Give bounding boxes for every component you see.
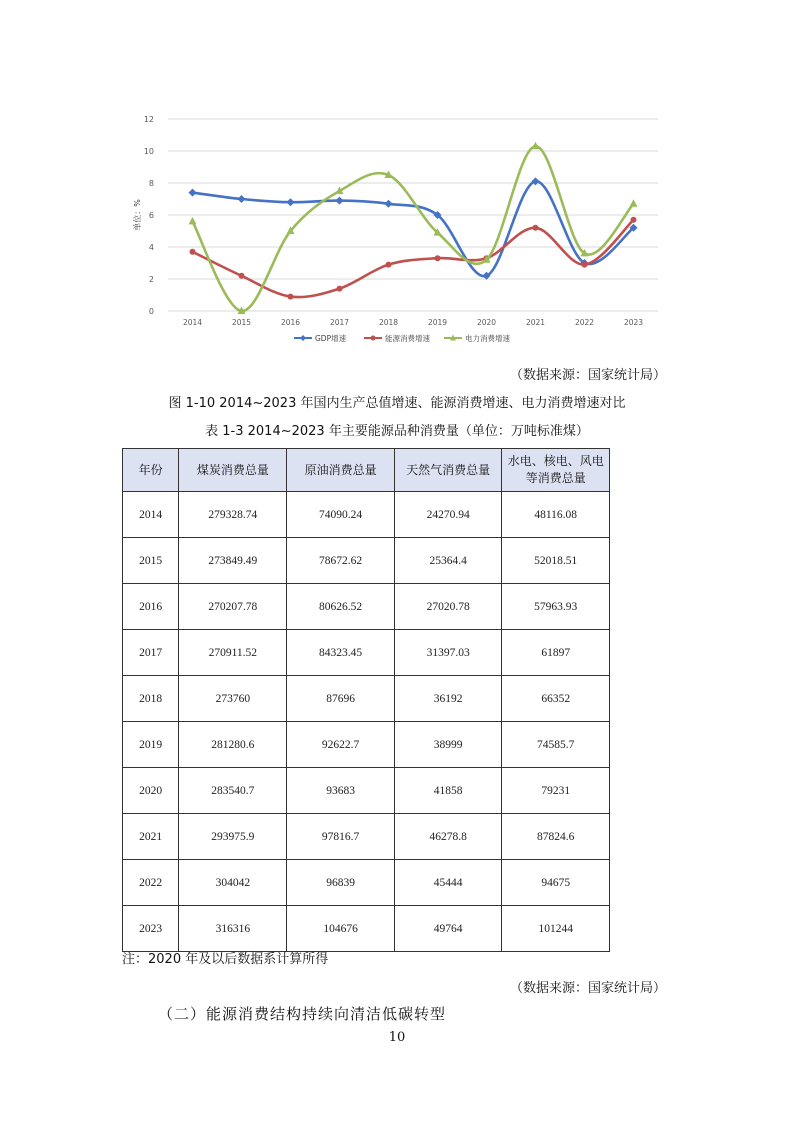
y-axis-label: 单位：%	[133, 199, 142, 231]
table-caption: 表 1-3 2014~2023 年主要能源品种消费量（单位：万吨标准煤）	[205, 424, 589, 439]
cell-coal: 293975.9	[179, 814, 287, 860]
cell-gas: 45444	[394, 860, 502, 906]
data-point	[533, 225, 539, 231]
cell-clean: 94675	[502, 860, 610, 906]
cell-gas: 27020.78	[394, 584, 502, 630]
data-point	[190, 249, 196, 255]
data-point	[630, 199, 638, 207]
table-row	[123, 538, 610, 584]
cell-gas: 46278.8	[394, 814, 502, 860]
energy-consumption-table	[122, 448, 610, 952]
section-subheading: （二）能源消费结构持续向清洁低碳转型	[158, 1005, 447, 1023]
cell-year: 2023	[123, 906, 179, 952]
header-year: 年份	[123, 449, 179, 492]
cell-gas: 31397.03	[394, 630, 502, 676]
y-tick-label: 12	[143, 115, 154, 124]
table-note: 注：2020 年及以后数据系计算所得	[122, 952, 329, 967]
y-tick-label: 2	[148, 275, 154, 284]
cell-year: 2021	[123, 814, 179, 860]
y-tick-label: 10	[143, 147, 154, 156]
x-tick-label: 2016	[280, 318, 301, 327]
cell-year: 2019	[123, 722, 179, 768]
source-note-chart: （数据来源：国家统计局）	[509, 368, 666, 383]
data-point	[287, 198, 295, 206]
cell-coal: 270911.52	[179, 630, 287, 676]
legend-label: 电力消费增速	[465, 334, 510, 343]
data-point	[532, 177, 540, 185]
table-header-row	[123, 449, 610, 492]
cell-year: 2016	[123, 584, 179, 630]
cell-oil: 92622.7	[287, 722, 395, 768]
cell-coal: 279328.74	[179, 492, 287, 538]
cell-gas: 24270.94	[394, 492, 502, 538]
cell-oil: 97816.7	[287, 814, 395, 860]
x-tick-label: 2020	[476, 318, 497, 327]
x-tick-label: 2018	[378, 318, 399, 327]
data-point	[239, 273, 245, 279]
cell-coal: 304042	[179, 860, 287, 906]
cell-year: 2014	[123, 492, 179, 538]
line-chart	[118, 105, 666, 350]
cell-coal: 283540.7	[179, 768, 287, 814]
table-row	[123, 722, 610, 768]
table-row	[123, 630, 610, 676]
data-point	[435, 255, 441, 261]
data-point	[532, 142, 540, 150]
header-oil: 原油消费总量	[287, 449, 395, 492]
page-number: 10	[388, 1030, 406, 1045]
cell-clean: 48116.08	[502, 492, 610, 538]
cell-oil: 84323.45	[287, 630, 395, 676]
data-point	[631, 217, 637, 223]
cell-clean: 61897	[502, 630, 610, 676]
legend-marker	[371, 336, 376, 341]
cell-year: 2015	[123, 538, 179, 584]
table-row	[123, 814, 610, 860]
x-tick-label: 2019	[427, 318, 448, 327]
cell-coal: 273760	[179, 676, 287, 722]
y-tick-label: 4	[148, 243, 154, 252]
cell-coal: 316316	[179, 906, 287, 952]
x-tick-label: 2022	[574, 318, 595, 327]
table-body	[123, 492, 610, 952]
legend-label: GDP增速	[315, 334, 347, 343]
x-tick-label: 2023	[623, 318, 644, 327]
series-line-3	[193, 146, 634, 311]
y-tick-label: 6	[148, 211, 154, 220]
cell-clean: 101244	[502, 906, 610, 952]
cell-clean: 52018.51	[502, 538, 610, 584]
table-row	[123, 860, 610, 906]
legend-label: 能源消费增速	[385, 334, 430, 343]
cell-year: 2020	[123, 768, 179, 814]
cell-clean: 79231	[502, 768, 610, 814]
series-line-1	[193, 181, 634, 276]
y-tick-label: 0	[148, 307, 154, 316]
data-point	[238, 195, 246, 203]
cell-gas: 36192	[394, 676, 502, 722]
table-row	[123, 584, 610, 630]
cell-clean: 87824.6	[502, 814, 610, 860]
series-line-2	[193, 220, 634, 297]
table-row	[123, 768, 610, 814]
cell-year: 2018	[123, 676, 179, 722]
cell-gas: 25364.4	[394, 538, 502, 584]
cell-year: 2017	[123, 630, 179, 676]
data-point	[337, 286, 343, 292]
cell-clean: 66352	[502, 676, 610, 722]
header-coal: 煤炭消费总量	[179, 449, 287, 492]
header-gas: 天然气消费总量	[394, 449, 502, 492]
x-tick-label: 2017	[329, 318, 350, 327]
table-row	[123, 492, 610, 538]
cell-oil: 80626.52	[287, 584, 395, 630]
header-clean: 水电、核电、风电等消费总量	[502, 449, 610, 492]
data-point	[582, 262, 588, 268]
y-tick-label: 8	[148, 179, 154, 188]
cell-gas: 41858	[394, 768, 502, 814]
cell-oil: 78672.62	[287, 538, 395, 584]
cell-gas: 49764	[394, 906, 502, 952]
table-row	[123, 676, 610, 722]
data-point	[189, 217, 197, 225]
cell-coal: 281280.6	[179, 722, 287, 768]
cell-coal: 273849.49	[179, 538, 287, 584]
data-point	[386, 262, 392, 268]
cell-clean: 57963.93	[502, 584, 610, 630]
cell-oil: 74090.24	[287, 492, 395, 538]
x-tick-label: 2015	[231, 318, 252, 327]
data-point	[336, 197, 344, 205]
figure-caption: 图 1-10 2014~2023 年国内生产总值增速、能源消费增速、电力消费增速对比	[168, 396, 626, 411]
table-row	[123, 906, 610, 952]
cell-oil: 93683	[287, 768, 395, 814]
cell-oil: 96839	[287, 860, 395, 906]
x-tick-label: 2021	[525, 318, 546, 327]
x-tick-label: 2014	[182, 318, 203, 327]
data-point	[189, 189, 197, 197]
legend-marker	[300, 335, 306, 341]
cell-coal: 270207.78	[179, 584, 287, 630]
cell-gas: 38999	[394, 722, 502, 768]
cell-clean: 74585.7	[502, 722, 610, 768]
source-note-table: （数据来源：国家统计局）	[509, 981, 666, 996]
data-point	[288, 294, 294, 300]
data-point	[385, 200, 393, 208]
cell-year: 2022	[123, 860, 179, 906]
cell-oil: 87696	[287, 676, 395, 722]
cell-oil: 104676	[287, 906, 395, 952]
